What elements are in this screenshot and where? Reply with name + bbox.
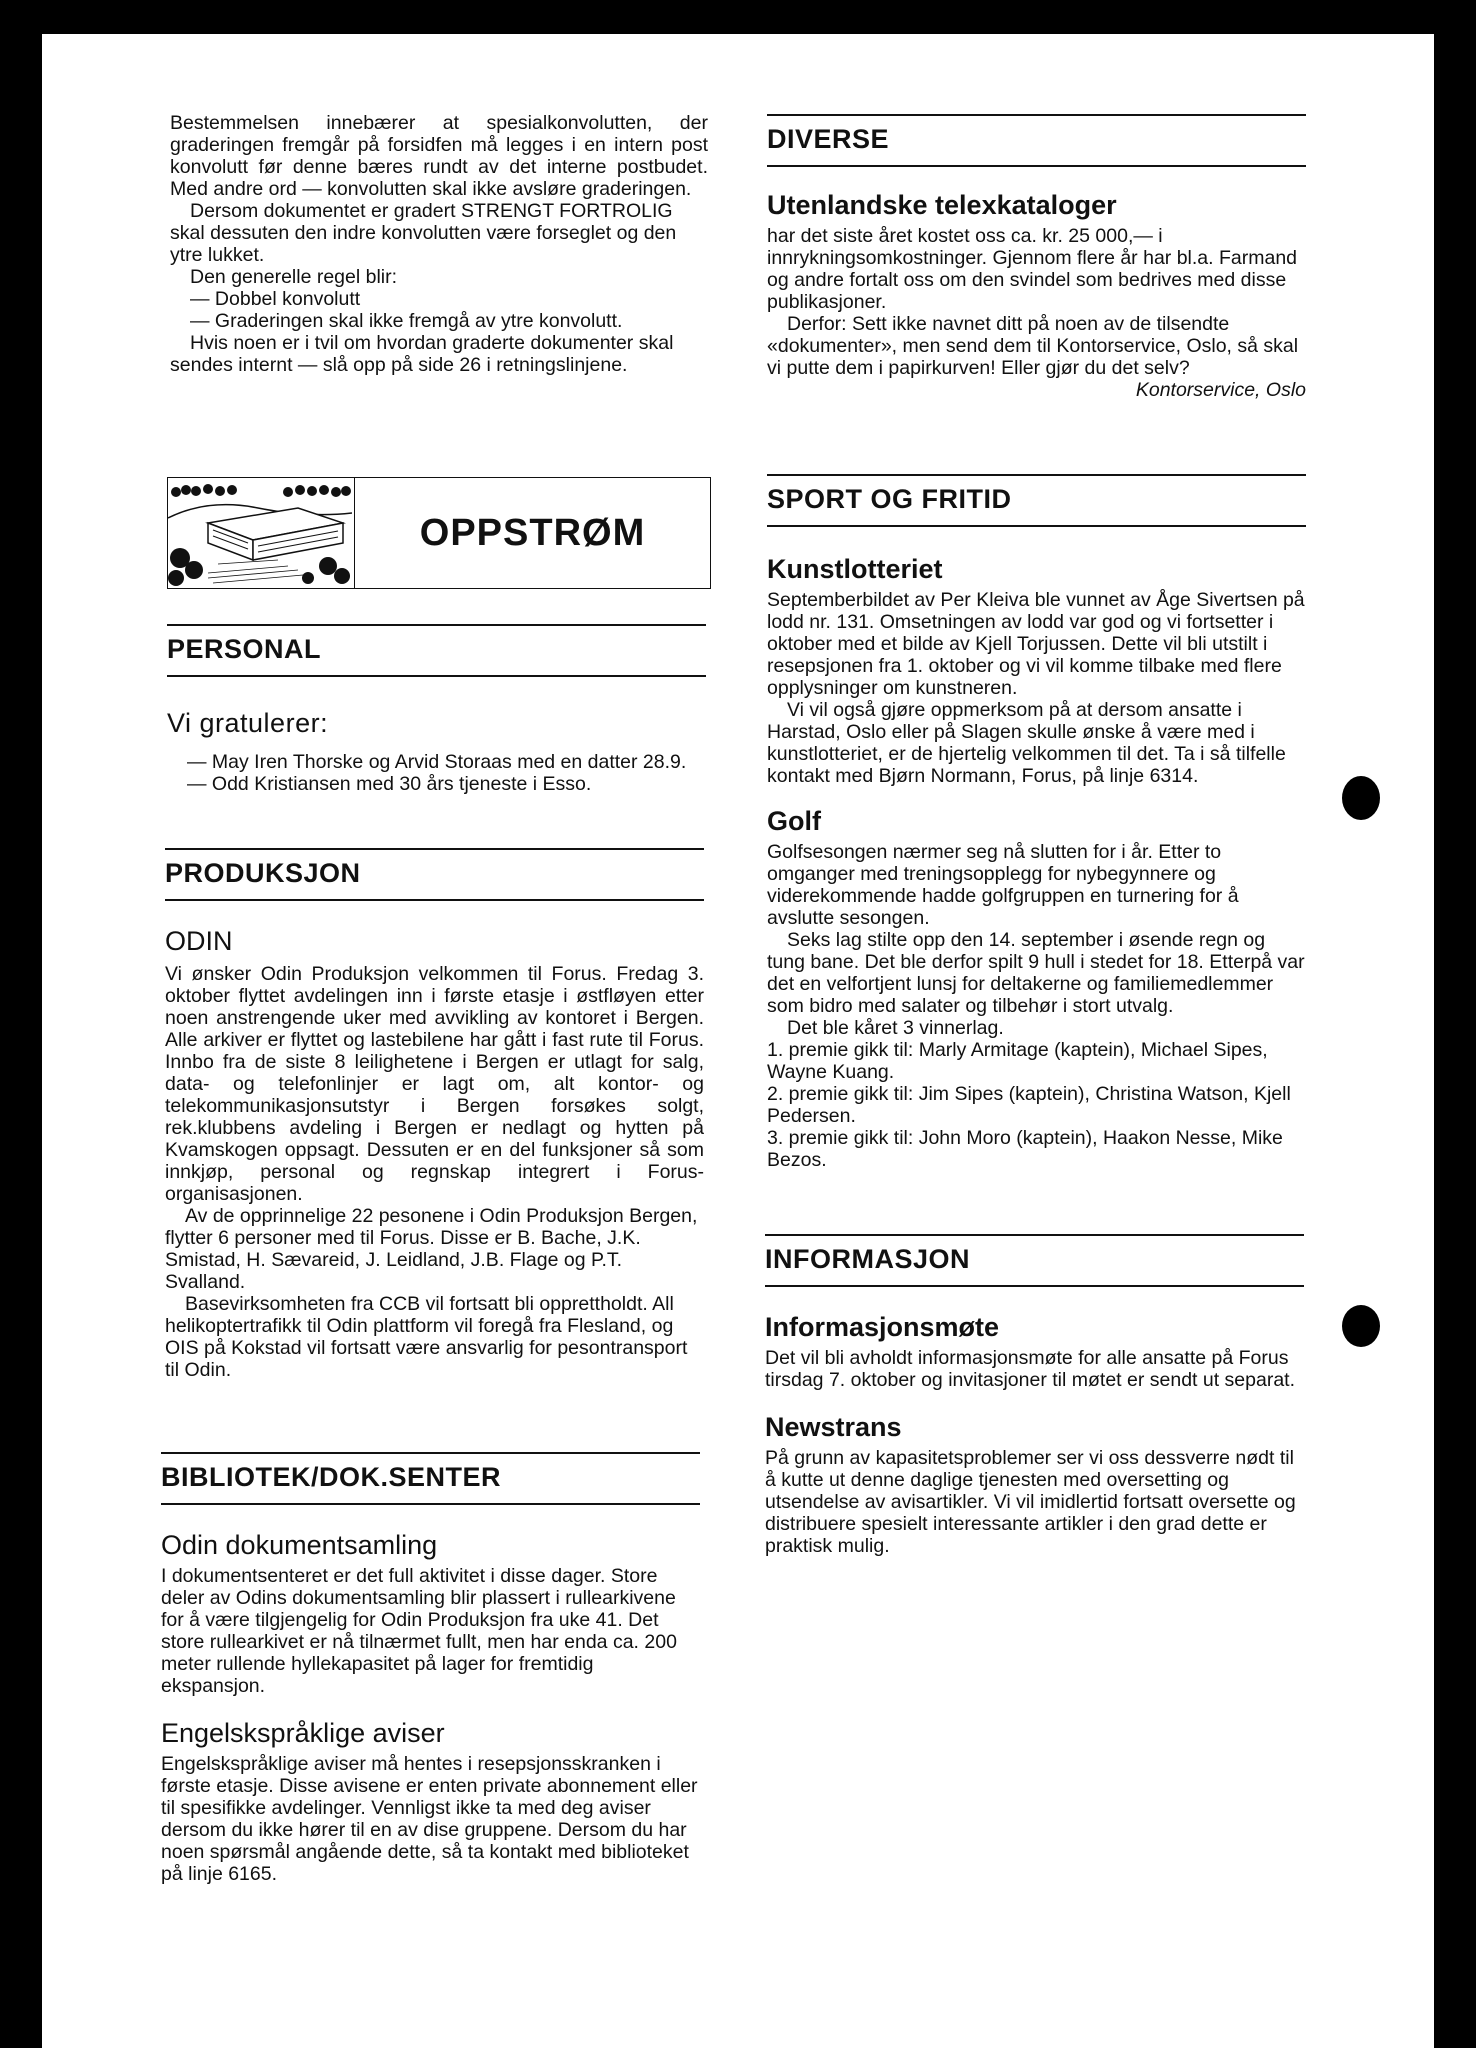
paragraph: På grunn av kapasitetsproblemer ser vi oss dessverre nødt til å kutte ut denne daglige tjenesten med oversetting og utsendelse av avisartikler. Vi vil imidlertid fortsatt oversette og distribuere spesielt interessante artikler i den grad dette er praktisk mulig. — [765, 1447, 1296, 1557]
subheading: Vi gratulerer: — [167, 708, 329, 738]
subheading: Newstrans — [765, 1412, 902, 1442]
section-heading: DIVERSE — [767, 114, 1306, 167]
paragraph: Det ble kåret 3 vinnerlag. — [787, 1017, 1004, 1039]
oppstrom-banner — [167, 477, 711, 589]
subheading: Informasjonsmøte — [765, 1312, 1000, 1342]
paragraph: Basevirksomheten fra CCB vil fortsatt bli opprettholdt. All helikoptertrafikk til Odin plattform vil foregå fra Flesland, og OIS på Kokstad vil fortsatt være ansvarlig for pesontransport til Odin. — [165, 1293, 688, 1381]
left-top-article — [170, 112, 708, 376]
paragraph: Septemberbildet av Per Kleiva ble vunnet av Åge Sivertsen på lodd nr. 131. Omsetningen av lodd var god og vi fortsetter i oktober med et bilde av Kjell Torjussen. Dette vil bli utstilt i resepsjonen fra 1. oktober og vi vil komme tilbake med flere opplysninger om kunstneren. — [767, 589, 1305, 699]
section-heading: BIBLIOTEK/DOK.SENTER — [161, 1452, 700, 1505]
list-item: 1. premie gikk til: Marly Armitage (kaptein), Michael Sipes, Wayne Kuang. — [767, 1039, 1268, 1083]
punch-hole — [1342, 776, 1380, 820]
subheading: Engelskspråklige aviser — [161, 1718, 445, 1748]
paragraph: Derfor: Sett ikke navnet ditt på noen av de tilsendte «dokumenter», men send dem til Kontorservice, Oslo, så skal vi putte dem i papirkurven! Eller gjør du det selv? — [767, 313, 1299, 379]
list-item: — Odd Kristiansen med 30 års tjeneste i Esso. — [187, 773, 592, 795]
paragraph: har det siste året kostet oss ca. kr. 25 000,— i innrykningsomkostninger. Gjennom flere år har bl.a. Farmand og andre fortalt oss om den svindel som bedrives med disse publikasjoner. — [767, 225, 1298, 313]
section-heading: PERSONAL — [167, 624, 706, 677]
paragraph: Vi ønsker Odin Produksjon velkommen til Forus. Fredag 3. oktober flyttet avdelingen inn i første etasje i østfløyen etter noen anstrengende uker med avvikling av kontoret i Bergen. Alle arkiver er flyttet og lastebilene har gått i fast rute til Forus. Innbo fra de siste 8 leilighetene i Bergen er utlagt for salg, data- og telefonlinjer er lagt om, alt kontor- og telekommunikasjonsutstyr i Bergen forsøkes solgt, rek.klubbens avdeling i Bergen er nedlagt og hytten på Kvamskogen oppsagt. Dessuten er en del funksjoner så som innkjøp, personal og regnskap integrert i Forus-organisasjonen. — [165, 963, 704, 1205]
list-item: 2. premie gikk til: Jim Sipes (kaptein), Christina Watson, Kjell Pedersen. — [767, 1083, 1291, 1127]
subheading: Golf — [767, 806, 821, 836]
subheading: ODIN — [165, 926, 233, 956]
list-item: — Dobbel konvolutt — [190, 288, 361, 310]
sport-section — [767, 474, 1306, 1171]
paragraph: Engelskspråklige aviser må hentes i resepsjonsskranken i første etasje. Disse avisene er enten private abonnement eller til spesifikke avdelinger. Vennligst ikke ta med deg aviser dersom du ikke hører til en av dise gruppene. Dersom du har noen spørsmål angående dette, så ta kontakt med biblioteket på linje 6165. — [161, 1753, 698, 1885]
list-item: — May Iren Thorske og Arvid Storaas med en datter 28.9. — [187, 751, 687, 773]
list-item: 3. premie gikk til: John Moro (kaptein), Haakon Nesse, Mike Bezos. — [767, 1127, 1283, 1171]
paragraph: Hvis noen er i tvil om hvordan graderte dokumenter skal sendes internt — slå opp på side 26 i retningslinjene. — [170, 332, 674, 376]
paragraph: Golfsesongen nærmer seg nå slutten for i år. Etter to omganger med treningsopplegg for nybegynnere og viderekommende hadde golfgruppen en turnering for å avslutte sesongen. — [767, 841, 1239, 929]
paragraph: Av de opprinnelige 22 pesonene i Odin Produksjon Bergen, flytter 6 personer med til Forus. Disse er B. Bache, J.K. Smistad, H. Sævareid, J. Leidland, J.B. Flage og P.T. Svalland. — [165, 1205, 698, 1293]
subheading: Utenlandske telexkataloger — [767, 190, 1117, 220]
paragraph: Seks lag stilte opp den 14. september i øsende regn og tung bane. Det ble derfor spilt 9 hull i stedet for 18. Etterpå var det en velfortjent lunsj for deltakerne og familiemedlemmer som bidro med salater og tilbehør i stort utvalg. — [767, 929, 1305, 1017]
diverse-section — [767, 114, 1306, 401]
punch-hole — [1342, 1305, 1380, 1347]
paragraph: Bestemmelsen innebærer at spesialkonvolutten, der graderingen fremgår på forsidfen må legges i en intern post konvolutt før denne bæres rundt av det interne postbudet. Med andre ord — konvolutten skal ikke avsløre graderingen. — [170, 112, 708, 200]
personal-section — [167, 624, 706, 795]
building-illustration — [168, 478, 352, 588]
paragraph: Det vil bli avholdt informasjonsmøte for alle ansatte på Forus tirsdag 7. oktober og invitasjoner til møtet er sendt ut separat. — [765, 1347, 1296, 1391]
paragraph: Dersom dokumentet er gradert STRENGT FORTROLIG skal dessuten den indre konvolutten være forseglet og den ytre lukket. — [170, 200, 677, 266]
section-heading: PRODUKSJON — [165, 848, 704, 901]
paragraph: I dokumentsenteret er det full aktivitet i disse dager. Store deler av Odins dokumentsamling blir plassert i rullearkivene for å være tilgjengelig for Odin Produksjon fra uke 41. Det store rullearkivet er nå tilnærmet fullt, men har enda ca. 200 meter rullende hyllekapasitet på lager for fremtidig ekspansjon. — [161, 1565, 677, 1697]
subheading: Kunstlotteriet — [767, 554, 943, 584]
informasjon-section — [765, 1234, 1304, 1557]
subheading: Odin dokumentsamling — [161, 1530, 438, 1560]
signature: Kontorservice, Oslo — [1135, 379, 1306, 401]
section-heading: SPORT OG FRITID — [767, 474, 1306, 527]
paragraph: Vi vil også gjøre oppmerksom på at dersom ansatte i Harstad, Oslo eller på Slagen skulle ønske å være med i kunstlotteriet, er de hjertelig velkommen til det. Ta i så tilfelle kontakt med Bjørn Normann, Forus, på linje 6314. — [767, 699, 1286, 787]
bibliotek-section — [161, 1452, 700, 1885]
list-item: — Graderingen skal ikke fremgå av ytre konvolutt. — [190, 310, 623, 332]
paragraph: Den generelle regel blir: — [190, 266, 398, 288]
banner-title: OPPSTRØM — [354, 478, 710, 588]
section-heading: INFORMASJON — [765, 1234, 1304, 1287]
produksjon-section — [165, 848, 704, 1381]
